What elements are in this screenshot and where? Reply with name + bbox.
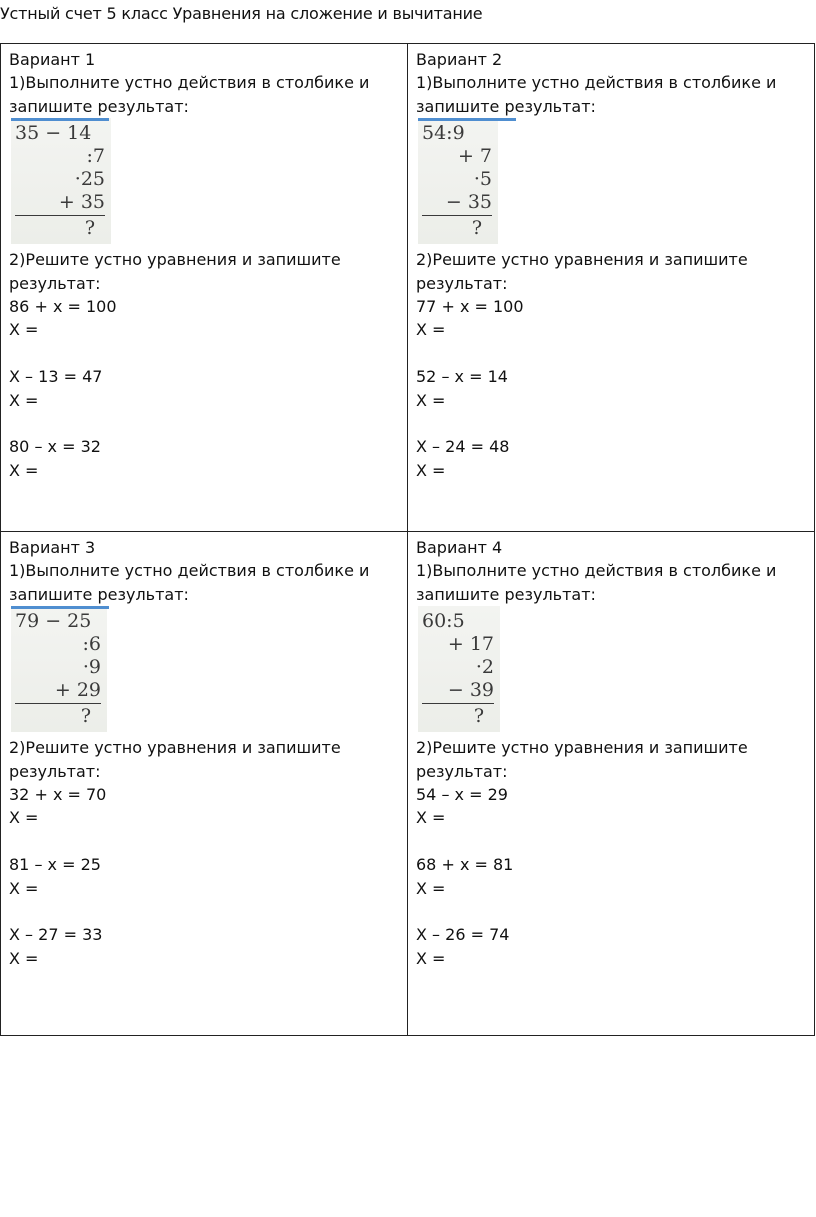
variant-cell-1 — [1, 44, 408, 532]
answer-blank[interactable]: X = — [416, 878, 446, 898]
variant-cell-3 — [1, 532, 408, 1035]
task2-instruction-line1: 2)Решите устно уравнения и запишите — [416, 250, 748, 270]
calculation-chain-image — [11, 118, 111, 244]
answer-blank[interactable]: X = — [9, 808, 39, 828]
equation: 80 – x = 32 — [9, 437, 101, 457]
chain-result: ? — [80, 705, 91, 728]
calculation-chain-image — [418, 606, 500, 732]
answer-blank[interactable]: X = — [416, 320, 446, 340]
variant-heading: Вариант 3 — [9, 538, 96, 557]
variant-heading: Вариант 1 — [9, 50, 96, 69]
chain-divider — [422, 703, 494, 704]
equation: 86 + x = 100 — [9, 297, 117, 317]
equation: X – 27 = 33 — [9, 925, 103, 945]
answer-blank[interactable]: X = — [416, 460, 446, 480]
equation: 68 + x = 81 — [416, 855, 514, 875]
task1-instruction-line2: запишите результат: — [9, 96, 189, 116]
answer-blank[interactable]: X = — [9, 320, 39, 340]
calculation-chain-image — [11, 606, 107, 732]
chain-result: ? — [84, 217, 95, 240]
task1-instruction-line1: 1)Выполните устно действия в столбике и — [9, 561, 370, 581]
task2-instruction-line2: результат: — [416, 761, 508, 781]
task1-instruction-line1: 1)Выполните устно действия в столбике и — [9, 73, 370, 93]
answer-blank[interactable]: X = — [416, 808, 446, 828]
chain-step: :7 — [86, 145, 105, 168]
chain-step: + 17 — [447, 633, 494, 656]
task1-instruction-line2: запишите результат: — [416, 584, 596, 604]
chain-start: 79 − 25 — [15, 610, 92, 633]
answer-blank[interactable]: X = — [9, 390, 39, 410]
task2-instruction-line2: результат: — [9, 273, 101, 293]
chain-result: ? — [471, 217, 482, 240]
equation: 54 – x = 29 — [416, 785, 508, 805]
answer-blank[interactable]: X = — [9, 460, 39, 480]
variant-cell-2 — [408, 44, 814, 532]
task1-instruction-line2: запишите результат: — [9, 584, 189, 604]
chain-step: + 29 — [54, 679, 101, 702]
chain-start: 54:9 — [422, 122, 465, 145]
chain-step: − 39 — [447, 679, 494, 702]
chain-step: − 35 — [445, 191, 492, 214]
task2-instruction-line1: 2)Решите устно уравнения и запишите — [9, 738, 341, 758]
chain-start: 35 − 14 — [15, 122, 92, 145]
chain-step: ·25 — [74, 168, 105, 191]
task1-instruction-line1: 1)Выполните устно действия в столбике и — [416, 561, 777, 581]
chain-step: :6 — [82, 633, 101, 656]
chain-step: ·2 — [475, 656, 494, 679]
equation: 52 – x = 14 — [416, 367, 508, 387]
task1-instruction-line1: 1)Выполните устно действия в столбике и — [416, 73, 777, 93]
task2-instruction-line2: результат: — [416, 273, 508, 293]
answer-blank[interactable]: X = — [416, 390, 446, 410]
equation: X – 24 = 48 — [416, 437, 510, 457]
chain-divider — [422, 215, 492, 216]
page-title: Устный счет 5 класс Уравнения на сложение и вычитание — [0, 4, 483, 23]
task2-instruction-line1: 2)Решите устно уравнения и запишите — [9, 250, 341, 270]
equation: 77 + x = 100 — [416, 297, 524, 317]
equation: 32 + x = 70 — [9, 785, 107, 805]
chain-divider — [15, 215, 105, 216]
answer-blank[interactable]: X = — [416, 948, 446, 968]
equation: 81 – x = 25 — [9, 855, 101, 875]
chain-step: + 35 — [58, 191, 105, 214]
calculation-chain-image — [418, 118, 498, 244]
task2-instruction-line2: результат: — [9, 761, 101, 781]
variant-heading: Вариант 2 — [416, 50, 503, 69]
chain-step: + 7 — [457, 145, 492, 168]
chain-start: 60:5 — [422, 610, 465, 633]
task2-instruction-line1: 2)Решите устно уравнения и запишите — [416, 738, 748, 758]
equation: X – 26 = 74 — [416, 925, 510, 945]
chain-divider — [15, 703, 101, 704]
chain-step: ·9 — [82, 656, 101, 679]
variant-cell-4 — [408, 532, 814, 1035]
variant-heading: Вариант 4 — [416, 538, 503, 557]
task1-instruction-line2: запишите результат: — [416, 96, 596, 116]
equation: X – 13 = 47 — [9, 367, 103, 387]
variants-table — [0, 43, 815, 1036]
answer-blank[interactable]: X = — [9, 878, 39, 898]
answer-blank[interactable]: X = — [9, 948, 39, 968]
chain-step: ·5 — [473, 168, 492, 191]
chain-result: ? — [473, 705, 484, 728]
